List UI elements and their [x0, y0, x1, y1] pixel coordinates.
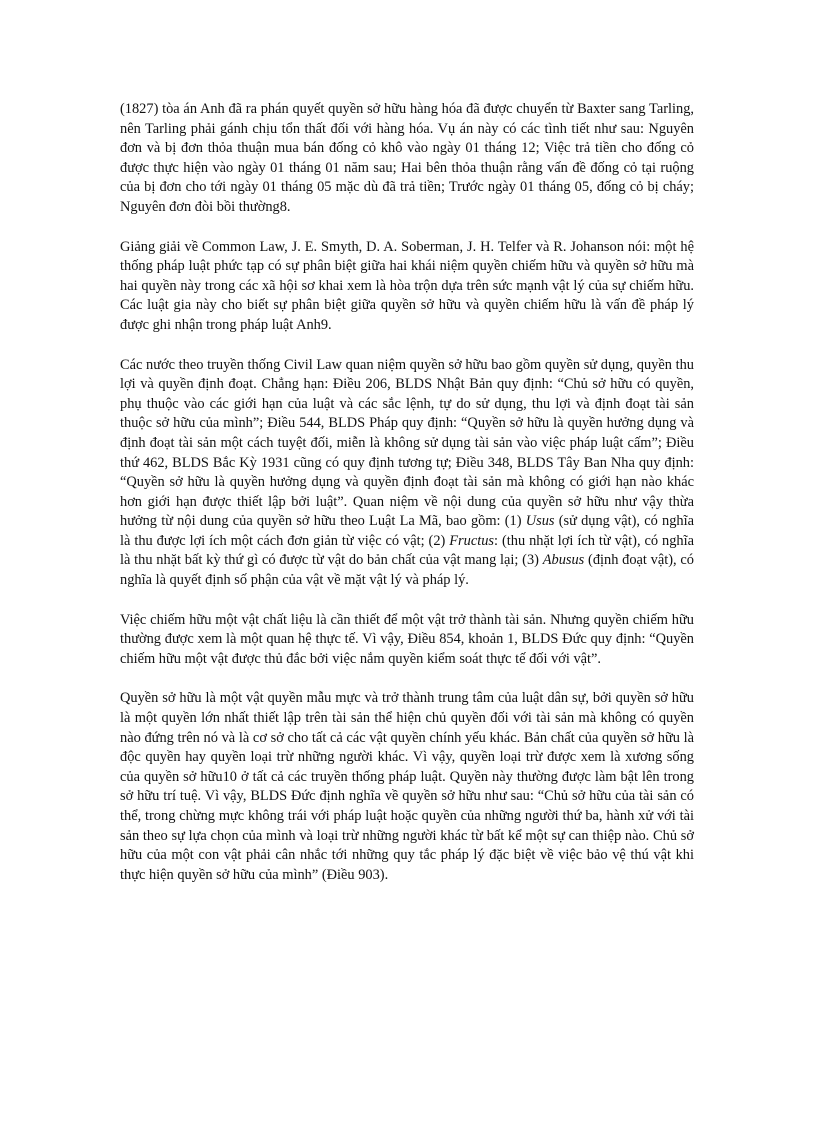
paragraph-5: Quyền sở hữu là một vật quyền mẫu mực và trở thành trung tâm của luật dân sự, bởi quyền sở hữu là một quyền lớn nhất thiết lập trên tài sản thể hiện chủ quyền đối với tài sản mà không có quyền nào đứng trên nó và là cơ sở cho tất cả các vật quyền chính yếu khác. Bản chất của quyền sở hữu là độc quyền hay quyền loại trừ những người khác. Vì vậy, quyền loại trừ được xem là xương sống của quyền sở hữu10 ở tất cả các truyền thống pháp luật. Quyền này thường được làm bật lên trong sở hữu trí tuệ. Vì vậy, BLDS Đức định nghĩa về quyền sở hữu như sau: “Chủ sở hữu của tài sản có thể, trong chừng mực không trái với pháp luật hoặc quyền của những người thứ ba, hành xử với tài sản theo sự lựa chọn của mình và loại trừ những người khác từ bất kể một sự can thiệp nào. Chủ sở hữu của một con vật phải cân nhắc tới những quy tắc pháp lý đặc biệt về việc bảo vệ thú vật khi thực hiện quyền sở hữu của mình” (Điều 903). — [120, 690, 694, 883]
document-body — [120, 100, 694, 905]
paragraph-2: Giảng giải về Common Law, J. E. Smyth, D. A. Soberman, J. H. Telfer và R. Johanson nói: một hệ thống pháp luật phức tạp có sự phân biệt giữa hai khái niệm quyền chiếm hữu và quyền sở hữu mà hai quyền này trong các xã hội sơ khai xem là hòa trộn dựa trên sức mạnh vật lý của sự chiếm hữu. Các luật gia này cho biết sự phân biệt giữa quyền sở hữu và quyền chiếm hữu là vấn đề pháp lý được ghi nhận trong pháp luật Anh9. — [120, 238, 694, 333]
paragraph-3 — [120, 356, 694, 591]
term-usus: Usus — [525, 513, 555, 530]
paragraph-4: Việc chiếm hữu một vật chất liệu là cần thiết để một vật trở thành tài sản. Nhưng quyền chiếm hữu thường được xem là một quan hệ thực tế. Vì vậy, Điều 854, khoản 1, BLDS Đức quy định: “Quyền chiếm hữu một vật được thủ đắc bởi việc nắm quyền kiểm soát thực tế đối với vật”. — [120, 611, 694, 667]
paragraph-3-text-2: (sử dụng vật), có nghĩa là thu được lợi ích một cách đơn giản từ việc có vật; (2) — [120, 513, 694, 549]
paragraph-3-text-1: Các nước theo truyền thống Civil Law quan niệm quyền sở hữu bao gồm quyền sử dụng, quyền thu lợi và quyền định đoạt. Chẳng hạn: Điều 206, BLDS Nhật Bản quy định: “Chủ sở hữu có quyền, phụ thuộc vào các giới hạn của luật và các sắc lệnh, tự do sử dụng, thu lợi và định đoạt tài sản thuộc sở hữu của mình”; Điều 544, BLDS Pháp quy định: “Quyền sở hữu là quyền hưởng dụng và định đoạt tài sản một cách tuyệt đối, miễn là không sử dụng tài sản vào việc pháp luật cấm”; Điều thứ 462, BLDS Bắc Kỳ 1931 cũng có quy định tương tự; Điều 348, BLDS Tây Ban Nha quy định: “Quyền sở hữu là quyền hưởng dụng và quyền định đoạt tài sản mà không có giới hạn nào khác hơn giới hạn được thiết lập bởi luật”. Quan niệm về nội dung của quyền sở hữu như vậy thừa hưởng từ nội dung của quyền sở hữu theo Luật La Mã, bao gồm: (1) — [120, 356, 694, 530]
term-abusus: Abusus — [542, 552, 585, 569]
paragraph-1: (1827) tòa án Anh đã ra phán quyết quyền sở hữu hàng hóa đã được chuyển từ Baxter sang Tarling, nên Tarling phải gánh chịu tổn thất đối với hàng hóa. Vụ án này có các tình tiết như sau: Nguyên đơn và bị đơn thỏa thuận mua bán đống cỏ khô vào ngày 01 tháng 12; Việc trả tiền cho đống cỏ được thực hiện vào ngày 01 tháng 01 năm sau; Hai bên thỏa thuận rằng vấn đề đống cỏ tại ruộng của bị đơn cho tới ngày 01 tháng 05 mặc dù đã trả tiền; Trước ngày 01 tháng 05, đống cỏ bị cháy; Nguyên đơn đòi bồi thường8. — [120, 101, 694, 215]
term-fructus: Fructus — [449, 532, 495, 549]
paragraph-3-text-4: (định đoạt vật), có nghĩa là quyết định số phận của vật về mặt vật lý và pháp lý. — [120, 552, 694, 589]
paragraph-3-text-3: : (thu nhặt lợi ích từ vật), có nghĩa là thu nhặt bất kỳ thứ gì có được từ vật do bản chất của vật mang lại; (3) — [120, 532, 694, 569]
